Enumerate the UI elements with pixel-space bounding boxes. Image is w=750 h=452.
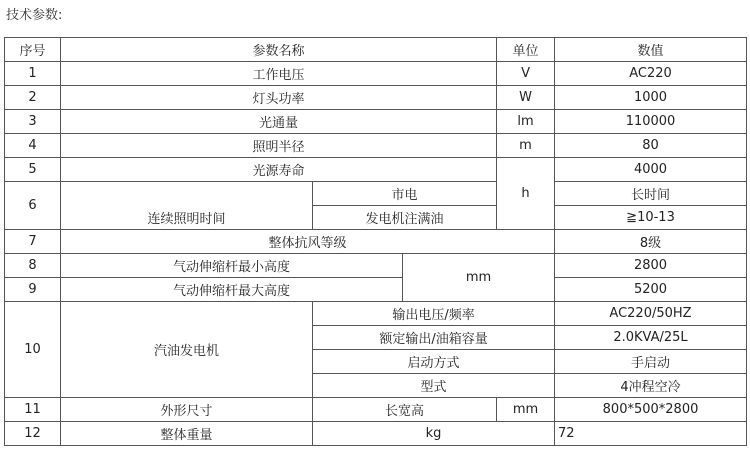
table-row: [5, 422, 747, 446]
row-name: 照明半径: [61, 134, 497, 158]
row-value: 72: [555, 422, 747, 446]
row-no: 5: [5, 158, 61, 182]
row-subitem: 型式: [313, 374, 555, 398]
row-no: 1: [5, 62, 61, 86]
row-value: 80: [555, 134, 747, 158]
row-subitem: 启动方式: [313, 350, 555, 374]
row-name: 汽油发电机: [61, 302, 313, 398]
row-subitem: 市电: [313, 182, 497, 206]
row-unit: mm: [497, 398, 555, 422]
table-row: [5, 302, 747, 326]
table-row: [5, 62, 747, 86]
table-row: [5, 182, 747, 206]
table-row: [5, 278, 747, 302]
row-name: 连续照明时间: [61, 182, 313, 230]
row-name: 整体抗风等级: [61, 230, 555, 254]
row-value: 4000: [555, 158, 747, 182]
row-no: 2: [5, 86, 61, 110]
row-value: 1000: [555, 86, 747, 110]
row-name: 整体重量: [61, 422, 313, 446]
row-unit-hours: h: [497, 158, 555, 230]
row-unit: W: [497, 86, 555, 110]
table-header-row: [5, 38, 747, 62]
row-no: 3: [5, 110, 61, 134]
row-no: 8: [5, 254, 61, 278]
row-value: 手启动: [555, 350, 747, 374]
row-no: 4: [5, 134, 61, 158]
row-no: 6: [5, 182, 61, 230]
row-name: 光通量: [61, 110, 497, 134]
row-no: 9: [5, 278, 61, 302]
row-no: 11: [5, 398, 61, 422]
table-row: [5, 110, 747, 134]
row-subitem: 长宽高: [313, 398, 497, 422]
row-value: 800*500*2800: [555, 398, 747, 422]
header-name: 参数名称: [61, 38, 497, 62]
section-heading: 技术参数:: [6, 8, 63, 23]
row-name: 灯头功率: [61, 86, 497, 110]
row-value: 2.0KVA/25L: [555, 326, 747, 350]
row-name: 气动伸缩杆最小高度: [61, 254, 403, 278]
row-value: AC220: [555, 62, 747, 86]
row-unit: V: [497, 62, 555, 86]
header-no: 序号: [5, 38, 61, 62]
row-subitem: 输出电压/频率: [313, 302, 555, 326]
row-value: 长时间: [555, 182, 747, 206]
spec-table: [4, 37, 747, 446]
row-name: 气动伸缩杆最大高度: [61, 278, 403, 302]
table-row: [5, 134, 747, 158]
row-value: 8级: [555, 230, 747, 254]
header-unit: 单位: [497, 38, 555, 62]
table-row: [5, 254, 747, 278]
table-row: [5, 158, 747, 182]
row-value: AC220/50HZ: [555, 302, 747, 326]
row-subitem: 发电机注满油: [313, 206, 497, 230]
row-no: 10: [5, 302, 61, 398]
row-unit: m: [497, 134, 555, 158]
row-value: ≧10-13: [555, 206, 747, 230]
row-unit: lm: [497, 110, 555, 134]
table-row: [5, 398, 747, 422]
table-row: [5, 230, 747, 254]
header-value: 数值: [555, 38, 747, 62]
row-name: 外形尺寸: [61, 398, 313, 422]
row-unit-mm: mm: [403, 254, 555, 302]
row-value: 4冲程空冷: [555, 374, 747, 398]
table-row: [5, 86, 747, 110]
row-unit: kg: [313, 422, 555, 446]
row-value: 110000: [555, 110, 747, 134]
row-subitem: 额定输出/油箱容量: [313, 326, 555, 350]
row-no: 12: [5, 422, 61, 446]
row-no: 7: [5, 230, 61, 254]
row-value: 2800: [555, 254, 747, 278]
row-name: 工作电压: [61, 62, 497, 86]
row-value: 5200: [555, 278, 747, 302]
row-name: 光源寿命: [61, 158, 497, 182]
